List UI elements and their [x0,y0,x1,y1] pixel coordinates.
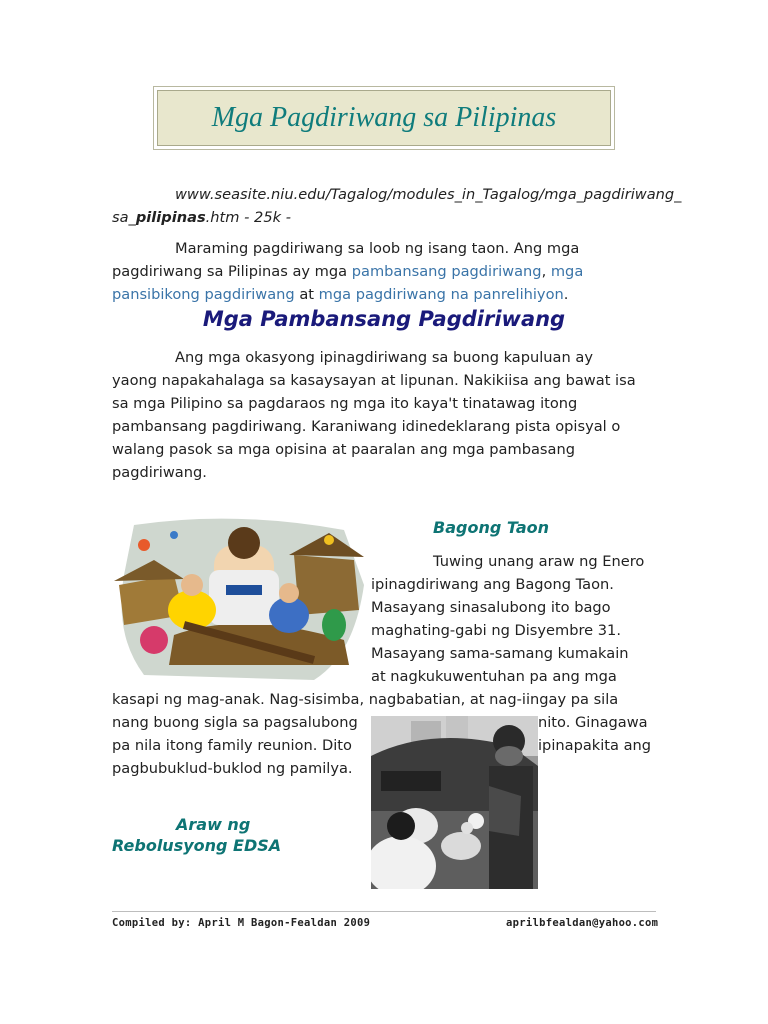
bagong-taon-line: ipinagdiriwang ang Bagong Taon. [371,576,614,593]
bagong-taon-line: Masayang sinasalubong ito bago [371,599,611,616]
bagong-taon-line: nito. Ginagawa [538,714,648,731]
source-url-suffix: .htm - 25k - [205,209,291,226]
section-line: Ang mga okasyong ipinagdiriwang sa buong kapuluan ay [175,349,593,366]
page-title: Mga Pagdiriwang sa Pilipinas [211,102,557,133]
intro-line2 [112,260,583,283]
footer-compiled-by: Compiled by: April M Bagon-Fealdan 2009 [112,917,371,929]
bagong-taon-line: Masayang sama-samang kumakain [371,645,629,662]
edsa-heading-line1: Araw ng [176,815,251,834]
edsa-heading-line2: Rebolusyong EDSA [112,836,282,855]
bagong-taon-line: at nagkukuwentuhan pa ang mga [371,668,617,685]
link-pambansang-pagdiriwang[interactable]: pambansang pagdiriwang [351,263,542,280]
link-mga[interactable]: mga [550,263,584,280]
section-heading: Mga Pambansang Pagdiriwang [202,307,566,331]
source-url-prefix[interactable]: sa_ [112,209,136,226]
section-line: yaong napakahalaga sa kasaysayan at lipunan. Nakikiisa ang bawat isa [112,372,636,389]
intro-period: . [563,286,569,303]
footer-divider [112,911,656,912]
title-box [157,90,611,146]
bagong-taon-line: ipinapakita ang [538,737,652,754]
link-pansibikong-pagdiriwang[interactable]: pansibikong pagdiriwang [112,286,295,303]
section-line: pagdiriwang. [112,464,207,481]
intro-text: pagdiriwang sa Pilipinas ay mga [112,263,352,280]
intro-at: at [294,286,319,303]
new-year-illustration [114,515,368,685]
source-url-line2[interactable] [112,206,291,229]
bagong-taon-heading: Bagong Taon [433,518,550,537]
link-panrelihiyon[interactable]: mga pagdiriwang na panrelihiyon [318,286,564,303]
source-url-bold[interactable]: pilipinas [135,209,206,226]
bagong-taon-line: nang buong sigla sa pagsalubong [112,714,358,731]
section-line: sa mga Pilipino sa pagdaraos ng mga ito kaya't tinatawag itong [112,395,578,412]
section-line: walang pasok sa mga opisina at paaralan ang mga pambasang [112,441,575,458]
bagong-taon-line: maghating-gabi ng Disyembre 31. [371,622,621,639]
bagong-taon-line: pa nila itong family reunion. Dito [112,737,352,754]
bagong-taon-line: pagbubuklud-buklod ng pamilya. [112,760,353,777]
bagong-taon-line: Tuwing unang araw ng Enero [433,553,645,570]
bagong-taon-line: kasapi ng mag-anak. Nag-sisimba, nagbabatian, at nag-iingay pa sila [112,691,619,708]
intro-line3 [112,283,568,306]
section-line: pambansang pagdiriwang. Karaniwang idinedeklarang pista opisyal o [112,418,621,435]
intro-separator: , [541,263,551,280]
source-url-text[interactable]: www.seasite.niu.edu/Tagalog/modules_in_Tagalog/mga_pagdiriwang_ [175,186,682,203]
source-url-line1[interactable] [175,183,681,206]
edsa-photo [371,716,538,889]
footer-email[interactable]: aprilbfealdan@yahoo.com [506,917,659,929]
intro-line1: Maraming pagdiriwang sa loob ng isang taon. Ang mga [175,240,580,257]
